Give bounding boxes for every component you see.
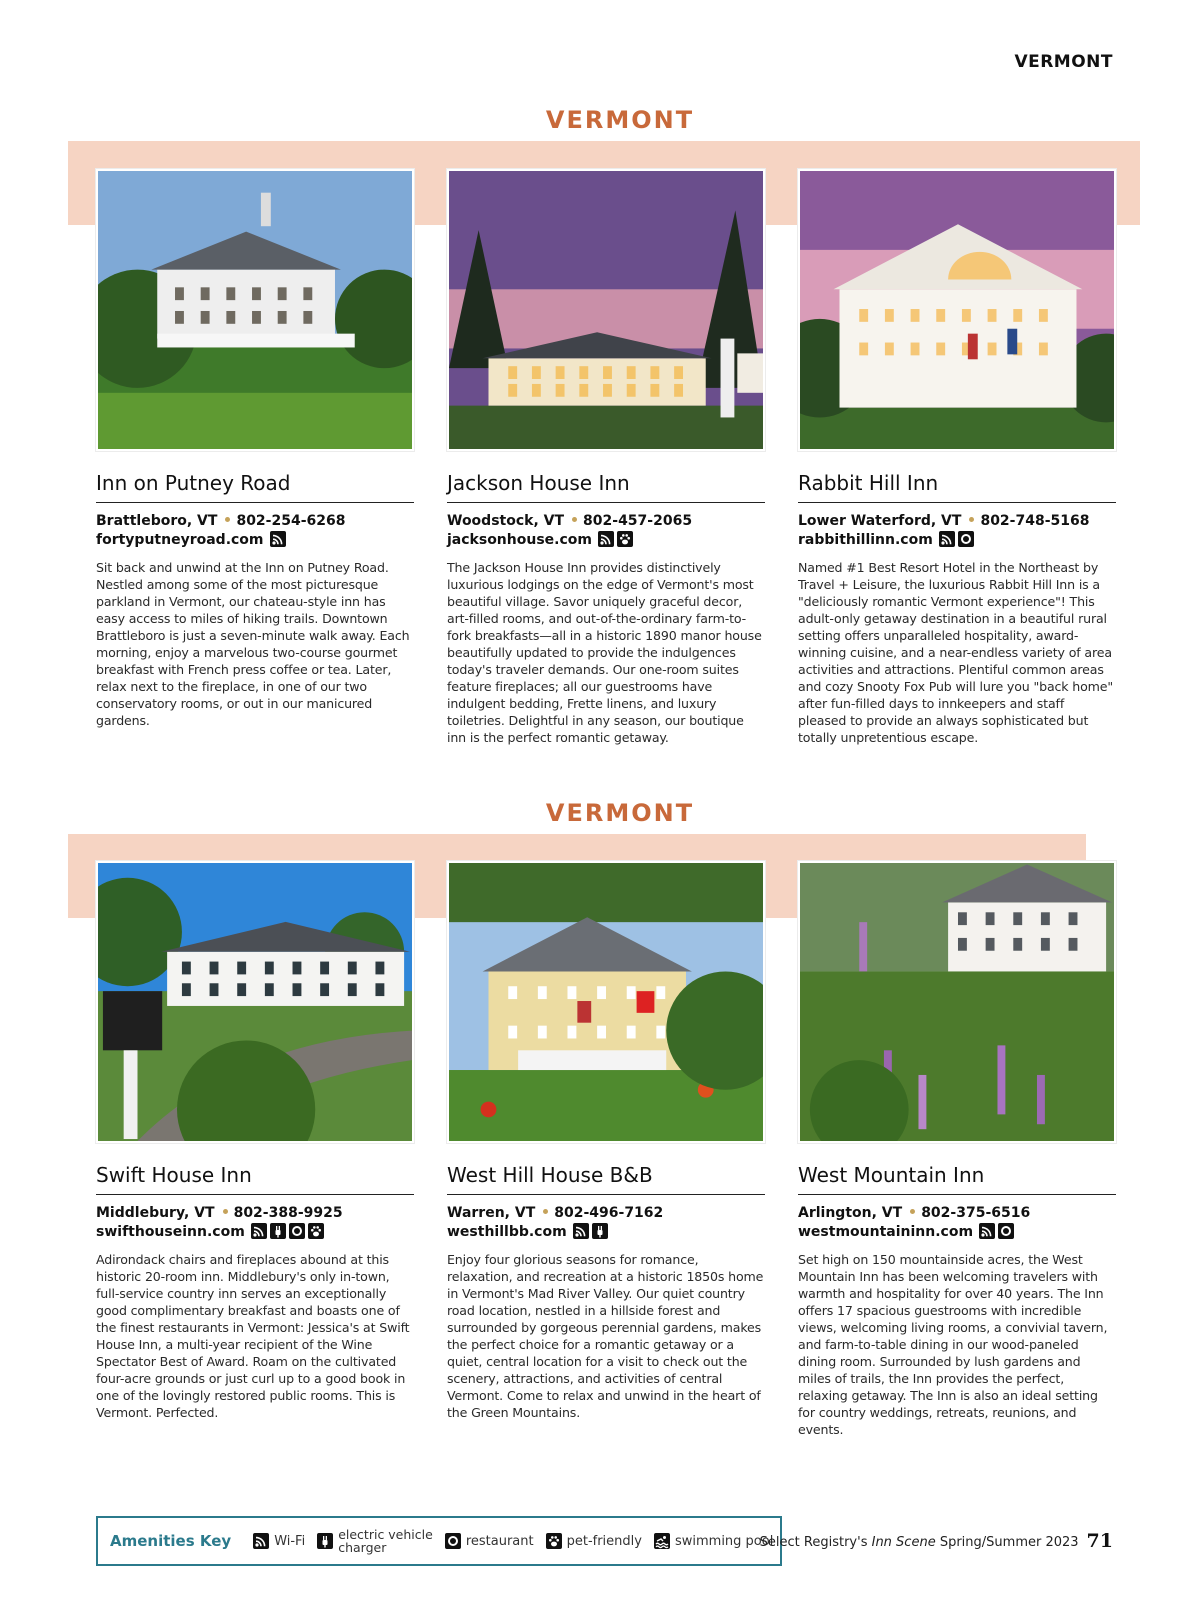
amenities-key-label: restaurant [465,1533,534,1549]
inn-website[interactable]: fortyputneyroad.com [96,532,264,548]
amenity-icons [592,532,633,548]
inn-contact [798,1204,1116,1242]
amenity-icons [245,1224,324,1240]
restaurant-icon [958,531,974,547]
amenities-key [96,1516,782,1566]
pet-friendly-icon [617,531,633,547]
amenity-icons [567,1224,608,1240]
inn-photo [447,169,765,451]
amenities-key-item [546,1533,642,1549]
amenities-key-item [253,1533,305,1549]
separator-dot [910,1209,915,1214]
pet-friendly-icon [308,1223,324,1239]
inn-name: Jackson House Inn [447,471,765,503]
inn-card [96,861,414,1421]
section-title: VERMONT [545,106,695,134]
inn-location: Middlebury, VT [96,1205,215,1221]
inn-website[interactable]: jacksonhouse.com [447,532,592,548]
wifi-icon [251,1223,267,1239]
footer-publication-suffix: Spring/Summer 2023 [935,1535,1079,1550]
separator-dot [223,1209,228,1214]
inn-description: Sit back and unwind at the Inn on Putney Road. Nestled among some of the most picturesque parkland in Vermont, our chateau-style inn has easy access to miles of hiking trails. Downtown Brattleboro is just a seven-minute walk away. Each morning, enjoy a marvelous two-course gourmet breakfast with French press coffee or tea. Later, relax next to the fireplace, in one of our two conservatory rooms, or out in our manicured gardens. [96,560,410,728]
amenities-key-item [317,1528,433,1554]
wifi-icon [598,531,614,547]
inn-photo [798,861,1116,1143]
separator-dot [969,517,974,522]
page-number: 71 [1086,1530,1113,1552]
amenities-key-label: pet-friendly [566,1533,642,1549]
inn-location: Lower Waterford, VT [798,513,962,529]
restaurant-icon [445,1533,461,1549]
inn-description: The Jackson House Inn provides distinctively luxurious lodgings on the edge of Vermont's most beautiful village. Savor uniquely graceful decor, art-filled rooms, and out-of-the-ordinary farm-to-fork breakfasts—all in a historic 1890 manor house beautifully updated to provide the indulgences today's traveler demands. Our one-room suites feature fireplaces; all our guestrooms have indulgent bedding, Frette linens, and luxury toiletries. Delightful in any season, our boutique inn is the perfect romantic getaway. [447,560,762,745]
inn-phone[interactable]: 802-254-6268 [236,513,346,529]
inn-card [798,861,1116,1438]
inn-location: Brattleboro, VT [96,513,218,529]
inn-contact [96,1204,414,1242]
inn-description: Adirondack chairs and fireplaces abound at this historic 20-room inn. Middlebury's only in-town, full-service country inn serves an exceptionally good complimentary breakfast and boasts one of the finest restaurants in Vermont: Jessica's at Swift House Inn, a multi-year recipient of the Wine Spectator Best of Award. Roam on the cultivated four-acre grounds or just curl up to a good book in one of the lovingly restored public rooms. This is Vermont. Perfected. [96,1252,410,1420]
inn-photo [447,861,765,1143]
amenities-key-item [654,1533,773,1549]
inn-photo [96,169,414,451]
restaurant-icon [998,1223,1014,1239]
wifi-icon [979,1223,995,1239]
amenities-key-label: electric vehicle charger [338,1527,433,1555]
amenities-key-title: Amenities Key [110,1532,232,1550]
wifi-icon [270,531,286,547]
inn-description: Set high on 150 mountainside acres, the West Mountain Inn has been welcoming travelers with warmth and hospitality for over 40 years. The Inn offers 17 spacious guestrooms with incredible views, welcoming living rooms, a convivial tavern, and farm-to-table dining in our wood-paneled dining room. Surrounded by lush gardens and miles of trails, the Inn provides the perfect, relaxing getaway. The Inn is also an ideal setting for country weddings, retreats, reunions, and events. [798,1252,1108,1437]
pet-friendly-icon [546,1533,562,1549]
inn-phone[interactable]: 802-496-7162 [554,1205,664,1221]
amenity-icons [264,532,286,548]
inn-phone[interactable]: 802-375-6516 [921,1205,1031,1221]
inn-website[interactable]: westmountaininn.com [798,1224,974,1240]
inn-photo [798,169,1116,451]
inn-website[interactable]: rabbithillinn.com [798,532,933,548]
inn-location: Arlington, VT [798,1205,903,1221]
amenities-key-item [445,1533,534,1549]
running-head: VERMONT [1014,52,1113,72]
inn-contact [447,512,765,550]
wifi-icon [253,1533,269,1549]
wifi-icon [939,531,955,547]
inn-contact [96,512,414,550]
amenities-key-label: swimming pool [674,1533,774,1549]
inn-card [96,169,414,729]
inn-phone[interactable]: 802-748-5168 [980,513,1090,529]
inn-contact [447,1204,765,1242]
ev-charger-icon [270,1223,286,1239]
inn-name: West Mountain Inn [798,1163,1116,1195]
footer-publication-prefix: Select Registry's [759,1535,872,1550]
inn-photo [96,861,414,1143]
wifi-icon [573,1223,589,1239]
inn-card [798,169,1116,746]
separator-dot [572,517,577,522]
ev-charger-icon [317,1533,333,1549]
inn-name: Swift House Inn [96,1163,414,1195]
inn-description: Enjoy four glorious seasons for romance, relaxation, and recreation at a historic 1850s home in Vermont's Mad River Valley. Our quiet country road location, nestled in a hillside forest and surrounded by gorgeous perennial gardens, makes the perfect choice for a romantic getaway or a quiet, central location for a visit to check out the scenery, attractions, and activities of central Vermont. Come to relax and unwind in the heart of the Green Mountains. [447,1252,764,1420]
inn-card [447,169,765,746]
inn-website[interactable]: westhillbb.com [447,1224,567,1240]
inn-website[interactable]: swifthouseinn.com [96,1224,245,1240]
inn-location: Woodstock, VT [447,513,565,529]
separator-dot [225,517,230,522]
amenity-icons [973,1224,1014,1240]
inn-name: West Hill House B&B [447,1163,765,1195]
inn-phone[interactable]: 802-457-2065 [583,513,693,529]
amenity-icons [933,532,974,548]
amenities-key-label: Wi-Fi [274,1533,306,1549]
section-title: VERMONT [545,799,695,827]
restaurant-icon [289,1223,305,1239]
inn-contact [798,512,1116,550]
inn-name: Inn on Putney Road [96,471,414,503]
inn-description: Named #1 Best Resort Hotel in the Northeast by Travel + Leisure, the luxurious Rabbit Hill Inn is a "deliciously romantic Vermont experience"! This adult-only getaway destination in a beautiful rural setting offers unparalleled hospitality, award-winning cuisine, and a near-endless variety of area activities and attractions. Plentiful common areas and cozy Snooty Fox Pub will lure you "back home" after fun-filled days to innkeepers and staff pleased to provide an always sophisticated but totally unpretentious escape. [798,560,1114,745]
inn-name: Rabbit Hill Inn [798,471,1116,503]
inn-card [447,861,765,1421]
separator-dot [543,1209,548,1214]
ev-charger-icon [592,1223,608,1239]
swimming-pool-icon [654,1533,670,1549]
inn-phone[interactable]: 802-388-9925 [233,1205,343,1221]
inn-location: Warren, VT [447,1205,536,1221]
page-footer [760,1530,1113,1552]
footer-publication-title: Inn Scene [871,1535,936,1550]
